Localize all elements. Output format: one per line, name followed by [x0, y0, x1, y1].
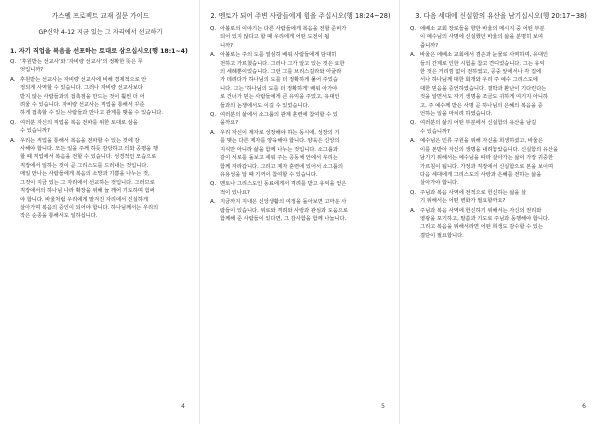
text-line: 지식만 아니라 삶을 함께 나누는 것입니다. 소그룹과	[220, 146, 338, 153]
text-line: 가 데려다가 하나님의 도를 더 정확하게 풀어 주었습	[220, 77, 338, 84]
answer-paragraph	[410, 137, 592, 187]
text-line: 를 맺는 다른 제자를 양육해야 합니다. 양육은 신앙의	[220, 138, 340, 145]
text-line: 람들이 있습니다. 위로와 격려와 사랑과 관심과 도움으로	[220, 207, 348, 214]
answer-paragraph	[10, 137, 191, 221]
text-line: 니다. 그는 '하나님의 도를 더 정확하게' 배워 아가야	[220, 85, 338, 92]
answer-paragraph	[210, 51, 391, 110]
text-line: 그것이 지금 있는 그 자리에서 선교하는 것입니다. 그러므로	[20, 179, 155, 186]
answer-paragraph	[10, 76, 191, 118]
question-marker: Q.	[210, 181, 217, 188]
text-line: 살아가며 복음의 증인이 되어야 합니다. 하나님께서는 우리의	[20, 204, 159, 211]
section-heading-1: 1. 자기 직업을 복음을 선포하는 토대로 삼으십시오(행 18:1~4)	[10, 48, 188, 55]
text-line: 엇입니까?	[20, 67, 44, 74]
guide-title: 가스펠 프로젝트 교재 질문 가이드	[51, 12, 150, 20]
text-line: 들과의 논쟁에서도 이길 수 있었습니다.	[220, 102, 310, 109]
text-line: 전하고 가르쳤습니다. 그러나 그가 알고 있는 것은 요한	[220, 60, 345, 67]
text-line: 서나 하나님께 대한 회개와 우리 주 예수 그리스도에	[420, 77, 538, 84]
section-heading-3: 3. 다음 세대에 신실함의 유산을 남기십시오(행 20:17~38)	[415, 12, 587, 20]
answer-marker: A.	[210, 129, 216, 136]
question-paragraph	[410, 25, 592, 50]
text-line: 사해야 합니다. 모든 일을 주께 하듯 감당하고 의와 공평을 행	[20, 146, 158, 153]
question-paragraph	[410, 119, 592, 136]
text-line: 에베소 교회 장로들을 향한 바울의 메시지 중 어떤 부분	[420, 26, 545, 32]
text-line: 수 있습니까?	[20, 128, 50, 135]
answer-paragraph	[410, 51, 592, 118]
text-line: 이를 본받아 자신의 생명을 내려놓았습니다. 신실함의 유산을	[420, 146, 559, 153]
answer-paragraph	[410, 207, 592, 241]
text-line: 결단이 필요합니다.	[420, 232, 464, 239]
text-line: 로 건너가 믿는 사람들에게 큰 유익을 주었고, 유대인	[220, 94, 340, 101]
answer-marker: A.	[410, 138, 416, 145]
page-number: 5	[381, 403, 385, 410]
question-marker: Q.	[10, 59, 17, 65]
text-line: 할 때 직업에서 복음을 전할 수 있습니다. 성경적인 모습으로	[20, 154, 157, 161]
page-6	[400, 0, 600, 424]
text-line: 것을 알면서도 자기 생명을 조금도 귀하게 여기지 아니하	[420, 94, 548, 101]
text-line: 을까요?	[220, 120, 238, 127]
text-line: 려울 수 있습니다. 자비량 선교사는 직업을 통해서 꾸준	[20, 102, 145, 109]
answer-marker: A.	[10, 76, 16, 83]
text-line: 후원받는 선교사는 자비량 선교사에 비해 경제적으로 안	[20, 76, 147, 83]
section-heading-2: 2. 멘토가 되어 주변 사람들에게 힘을 주십시오(행 18:24~28)	[210, 12, 391, 20]
text-line: 같이 서로를 돌보고 세워 주는 공동체 안에서 우리는	[220, 155, 338, 162]
answer-marker: A.	[10, 137, 16, 144]
text-line: ‘후원받는 선교사’와 ‘자비량 선교사’의 정확한 뜻은 무	[20, 59, 143, 65]
text-line: 우리는 직업을 통해서 복음을 전파할 수 있는 것에 감	[20, 137, 140, 144]
text-line: 주님과 복음 사역에 헌신하기 위해서는 자신의 권리와	[420, 207, 542, 214]
text-line: 유용성을 알 때 기꺼이 참여할 수 있습니다.	[220, 171, 318, 178]
text-line: 줍니까?	[420, 42, 438, 49]
text-line: 지금까지 지내온 신앙생활의 여정을 돌아보면 고마운 사	[220, 199, 347, 206]
text-line: 살아가야 합니다.	[420, 180, 459, 187]
text-line: 아볼로는 주의 도를 열심히 배워 사람들에게 담대히	[220, 52, 337, 59]
page-body	[10, 58, 191, 221]
question-paragraph	[210, 111, 391, 128]
page-5	[200, 0, 400, 424]
text-line: 정되게 사역할 수 있습니다. 그러나 자비량 선교사보다	[20, 85, 143, 92]
text-line: 함께해 준 사람들이 있다면, 그 감사함을 함께 나눕니다.	[220, 215, 347, 222]
text-line: 들의 간계로 인한 시험을 참고 견디었습니다. 그는 유익	[420, 60, 545, 67]
text-line: 그리고 복음을 위해서라면 어떤 희생도 감수할 수 있는	[420, 224, 543, 231]
text-line: 되어 있지 않다고 할 때 우리에게 어떤 도전이 됩	[220, 34, 330, 41]
page-4	[0, 0, 200, 424]
question-paragraph	[10, 119, 191, 136]
text-line: 가르침이 됩니다. 가정과 직장에서 신실함으로 본을 보이며	[420, 163, 554, 170]
question-paragraph	[410, 189, 592, 206]
page-body	[410, 25, 592, 240]
text-line: 바울은 에베소 교회에서 겸손과 눈물로 사역하며, 유대인	[420, 52, 548, 59]
question-marker: Q.	[410, 120, 417, 127]
text-line: 주님과 복음 사역에 전적으로 헌신하는 삶을 살	[420, 189, 527, 196]
text-line: 니까?	[220, 42, 233, 49]
text-line: 우리 자신이 제자로 성장해야 하는 동시에, 성장의 기	[220, 129, 340, 136]
text-line: 아볼로의 이야기는 다른 사람들에게 복음을 전할 준비가	[220, 26, 347, 32]
question-marker: Q.	[10, 119, 17, 126]
text-line: 이 예수님의 사명에 신실했던 바울의 삶을 분명히 보여	[420, 34, 543, 41]
answer-marker: A.	[210, 52, 216, 59]
text-line: 다음 세대에게 그리스도의 사랑과 은혜를 전하는 삶을	[420, 171, 542, 178]
text-line: 여러분의 삶에서 소그룹의 관계 훈련에 참여할 수 있	[220, 112, 338, 119]
text-line: 작은 순종을 통해서도 일하십니다.	[20, 213, 98, 220]
text-line: 매일 만나는 사람들에게 복음의 소망과 기쁨을 나누는 것,	[20, 171, 150, 178]
question-marker: Q.	[210, 112, 217, 119]
question-marker: Q.	[410, 189, 417, 196]
text-line: 남기기 위해서는 예수님을 따라 살아가는 삶이 가장 귀중한	[420, 155, 554, 162]
text-line: 수 있습니까?	[420, 128, 450, 135]
text-line: 한 것은 거리낌 없이 전하였고, 공중 앞에서나 각 집에	[420, 69, 542, 76]
page-body	[210, 25, 391, 223]
text-line: 멘토나 그리스도인 동료에게서 격려를 받고 유익을 얻은	[220, 181, 347, 188]
answer-marker: A.	[410, 207, 416, 214]
lesson-subtitle: GP신약 4-12 지금 있는 그 자리에서 선교하기	[38, 29, 163, 36]
page-number: 6	[582, 403, 586, 410]
text-line: 고, 주 예수께 받은 사명 곧 하나님의 은혜의 복음을 증	[420, 102, 543, 109]
text-line: 언하는 일을 마치려 하였습니다.	[420, 111, 493, 118]
page-number: 4	[181, 403, 185, 410]
text-line: 의 세례뿐이었습니다. 그런 그를 브리스길라와 아굴라	[220, 69, 342, 76]
text-line: 여러분의 삶의 어떤 부분에서 신실함의 유산을 남길	[420, 120, 537, 127]
answer-marker: A.	[410, 52, 416, 59]
text-line: 기 위해서는 어떤 변화가 필요할까요?	[420, 198, 506, 205]
question-paragraph	[210, 25, 391, 50]
text-line: 받지 않는 사람들과의 접촉점을 만드는 것이 훨씬 더 어	[20, 93, 145, 100]
question-paragraph	[10, 58, 191, 75]
text-line: 적이 있나요?	[220, 189, 250, 196]
text-line: 예수님은 인류 구원을 위해 자신을 희생하셨고, 바울은	[420, 138, 543, 145]
text-line: 함께 자라갑니다. 그리고 제자 훈련에 있어서 소그룹의	[220, 163, 343, 170]
question-paragraph	[210, 180, 391, 197]
question-marker: Q.	[410, 26, 417, 32]
text-line: 대한 믿음을 증언하였습니다. 결박과 환난이 기다린다는	[420, 85, 547, 92]
answer-paragraph	[210, 129, 391, 179]
answer-marker: A.	[210, 199, 216, 206]
text-line: 여러분 자신의 직업을 복음 전파를 위한 토대로 삼을	[20, 119, 138, 126]
text-line: 직장에서 일하는 것이 곧 그리스도를 드러내는 것입니다.	[20, 162, 148, 169]
text-line: 하게 접촉할 수 있는 사람들과 만나고 관계를 맺을 수 있습니다.	[20, 110, 164, 117]
text-line: 야 합니다. 바울처럼 우리에게 맡겨진 자리에서 신실하게	[20, 196, 148, 203]
text-line: 영광을 포기하고, 말씀과 기도로 주님과 동행해야 합니다.	[420, 215, 550, 222]
question-marker: Q.	[210, 26, 217, 32]
text-line: 직장에서의 하나님 나라 확장을 위해 늘 깨어 기도하며 힘써	[20, 188, 155, 195]
answer-paragraph	[210, 198, 391, 223]
